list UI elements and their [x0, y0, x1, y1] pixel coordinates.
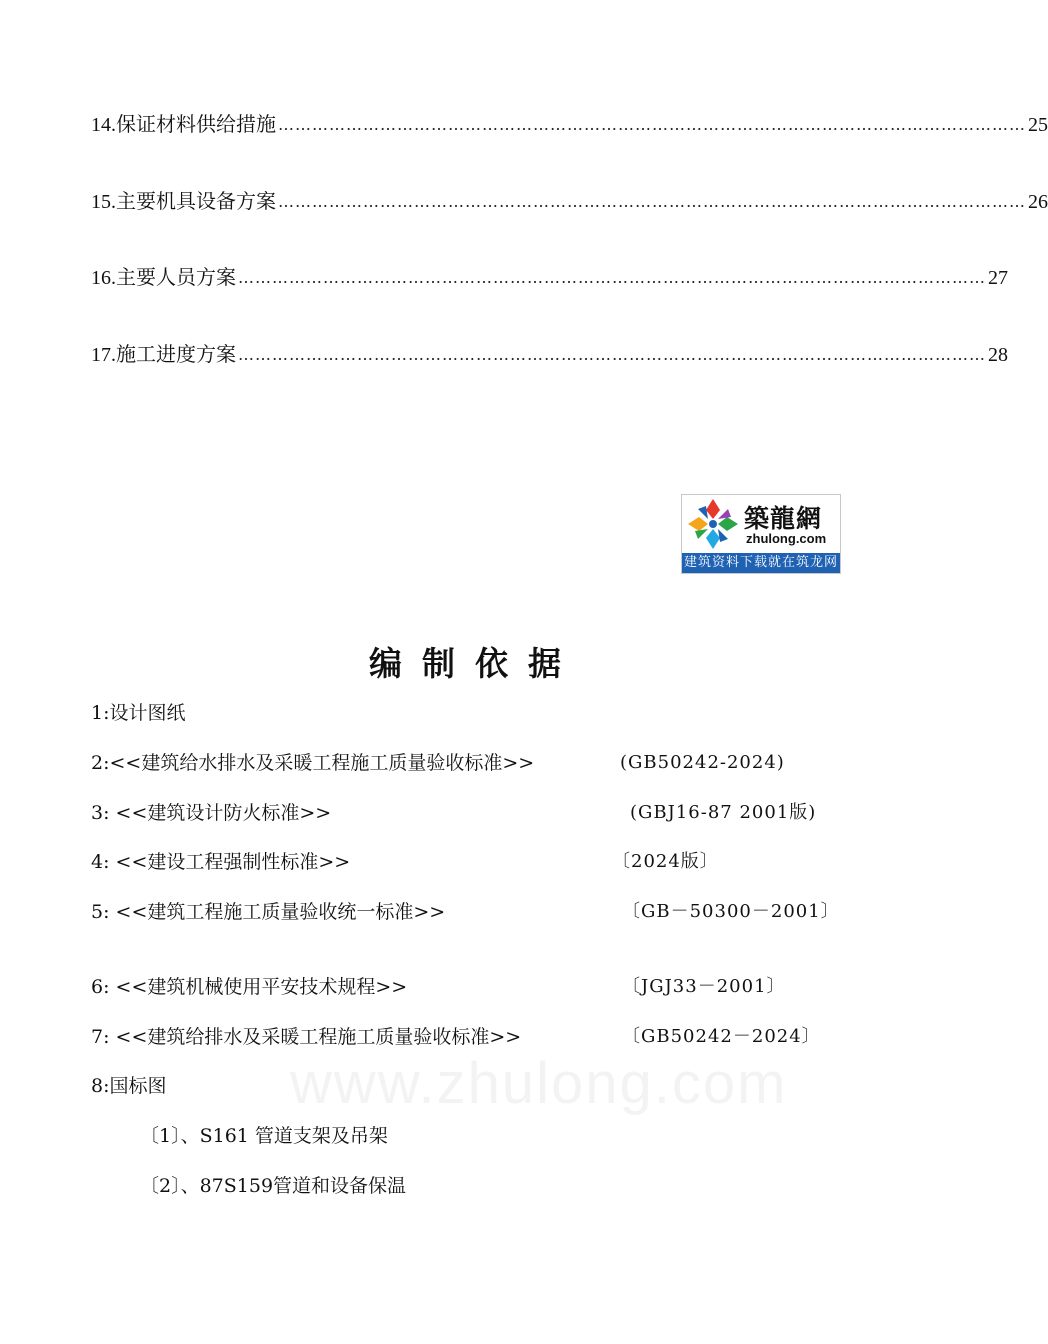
zhulong-logo[interactable]	[681, 494, 841, 574]
toc-leader: ……………………………………………………………………………………………………………………	[238, 268, 986, 287]
atlas-item: 〔1〕、S161 管道支架及吊架	[140, 1125, 388, 1147]
toc-title: 保证材料供给措施	[116, 112, 276, 136]
atlas-item: 〔2〕、87S159管道和设备保温	[140, 1175, 407, 1197]
toc-leader: ……………………………………………………………………………………………………………………	[278, 115, 1026, 134]
toc-number: 16.	[91, 267, 116, 289]
basis-standard-code: 〔JGJ33－2001〕	[622, 976, 786, 997]
logo-emblem-icon	[685, 497, 741, 551]
basis-item: 2:<<建筑给水排水及采暖工程施工质量验收标准>>	[91, 752, 535, 774]
basis-item: 5: <<建筑工程施工质量验收统一标准>>	[91, 901, 446, 923]
toc-number: 15.	[91, 191, 116, 213]
basis-standard-code: (GBJ16-87 2001版)	[630, 802, 817, 823]
basis-item: 4: <<建设工程强制性标准>>	[91, 851, 351, 873]
toc-leader: ……………………………………………………………………………………………………………………	[278, 192, 1026, 211]
logo-tagline: 建筑资料下载就在筑龙网	[682, 553, 840, 573]
toc-entry[interactable]	[91, 110, 1048, 140]
toc-title: 主要机具设备方案	[116, 189, 276, 213]
basis-item: 1:设计图纸	[91, 702, 186, 724]
basis-item: 7: <<建筑给排水及采暖工程施工质量验收标准>>	[91, 1026, 522, 1048]
toc-page-number: 27	[988, 267, 1008, 289]
basis-item: 6: <<建筑机械使用平安技术规程>>	[91, 976, 408, 998]
toc-entry[interactable]	[91, 340, 1008, 370]
basis-standard-code: 〔GB50242－2024〕	[622, 1026, 821, 1047]
section-heading: 编制依据	[369, 644, 581, 683]
toc-number: 14.	[91, 114, 116, 136]
basis-item: 8:国标图	[91, 1075, 167, 1097]
basis-standard-code: (GB50242-2024)	[620, 752, 785, 773]
basis-standard-code: 〔2024版〕	[612, 851, 719, 872]
toc-page-number: 26	[1028, 191, 1048, 213]
watermark-text: www.zhulong.com	[290, 1051, 788, 1116]
logo-domain: zhulong.com	[746, 531, 827, 546]
basis-item: 3: <<建筑设计防火标准>>	[91, 802, 332, 824]
basis-standard-code: 〔GB－50300－2001〕	[622, 901, 840, 922]
toc-number: 17.	[91, 344, 116, 366]
toc-title: 施工进度方案	[116, 342, 236, 366]
toc-entry[interactable]	[91, 263, 1008, 293]
toc-entry[interactable]	[91, 187, 1048, 217]
toc-title: 主要人员方案	[116, 265, 236, 289]
logo-chinese-name: 築龍網	[744, 504, 823, 533]
toc-page-number: 28	[988, 344, 1008, 366]
toc-leader: ……………………………………………………………………………………………………………………	[238, 345, 986, 364]
toc-page-number: 25	[1028, 114, 1048, 136]
